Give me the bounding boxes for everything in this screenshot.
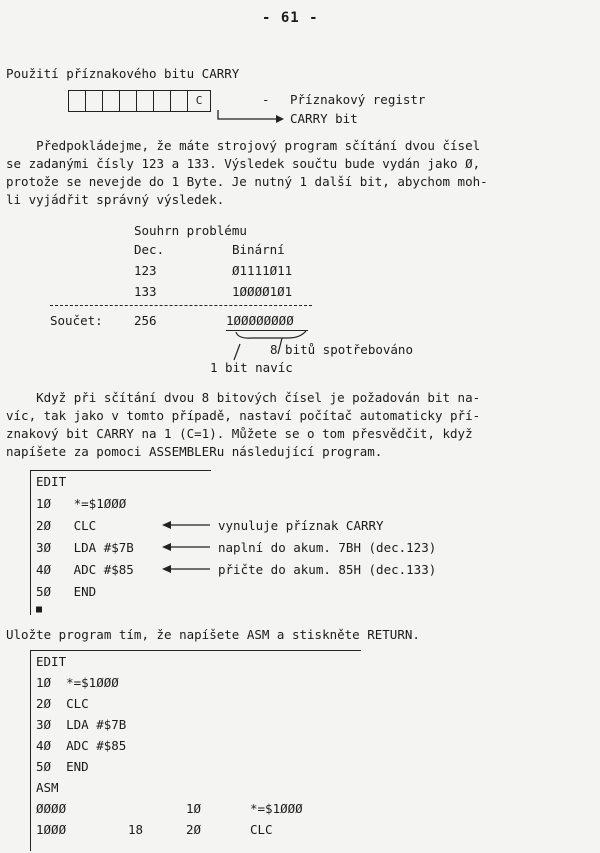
register-cell	[86, 91, 103, 111]
sum-divider	[50, 305, 312, 306]
cursor-block: ■	[36, 604, 43, 615]
register-dash: -	[262, 92, 270, 107]
register-cell	[154, 91, 171, 111]
code-comment: přičte do akum. 85H (dec.133)	[218, 562, 437, 577]
page-number: - 61 -	[262, 10, 319, 26]
code-line: ASM	[36, 780, 59, 795]
listing-source: *=$1ØØØ	[250, 801, 303, 816]
code-line: 5Ø END	[36, 759, 89, 774]
listing-source: CLC	[250, 822, 273, 837]
code-line: 1Ø *=$1ØØØ	[36, 496, 127, 511]
register-cell-carry: C	[195, 94, 203, 107]
left-arrow-icon	[162, 541, 212, 553]
paragraph-line: Když při sčítání dvou 8 bitových čísel je požadován bit na-	[6, 390, 481, 405]
code-line: 3Ø LDA #$7B	[36, 540, 134, 555]
listing-address: 1ØØØ	[36, 822, 67, 837]
listing-line-number: 1Ø	[186, 801, 202, 816]
register-cell	[69, 91, 86, 111]
flag-register-diagram	[68, 90, 211, 112]
code-line: 2Ø CLC	[36, 518, 97, 533]
left-arrow-icon	[162, 563, 212, 575]
sum-dec-value: 256	[134, 313, 157, 328]
summary-title: Souhrn problému	[134, 223, 247, 238]
sum-label: Součet:	[50, 313, 103, 328]
code-line: EDIT	[36, 474, 67, 489]
register-cell	[171, 91, 188, 111]
listing-line-number: 2Ø	[186, 822, 202, 837]
dec-value: 123	[134, 263, 157, 278]
paragraph-line: napíšete za pomoci ASSEMBLERu následující program.	[6, 444, 383, 459]
col-bin-header: Binární	[232, 242, 285, 257]
col-dec-header: Dec.	[134, 242, 165, 257]
paragraph-line: se zadanými čísly 123 a 133. Výsledek součtu bude vydán jako Ø,	[6, 156, 481, 171]
note-8-bits: 8 bitů spotřebováno	[270, 342, 413, 357]
code-line: 3Ø LDA #$7B	[36, 717, 127, 732]
sum-bin-value: 1ØØØØØØØØ	[226, 313, 294, 328]
code-comment: vynuluje příznak CARRY	[218, 518, 384, 533]
section-heading: Použití příznakového bitu CARRY	[6, 66, 240, 81]
register-label: Příznakový registr	[290, 92, 426, 107]
code-line: 4Ø ADC #$85	[36, 562, 134, 577]
instruction-text: Uložte program tím, že napíšete ASM a stiskněte RETURN.	[6, 627, 420, 642]
bin-value: 1ØØØØ1Ø1	[232, 284, 293, 299]
register-cell	[103, 91, 120, 111]
carry-bit-label: CARRY bit	[290, 111, 358, 126]
carry-arrow-icon	[210, 110, 290, 126]
note-1-bit: 1 bit navíc	[210, 360, 293, 375]
dec-value: 133	[134, 284, 157, 299]
code-line: 2Ø CLC	[36, 696, 89, 711]
code-line: 4Ø ADC #$85	[36, 738, 127, 753]
code-line: 1Ø *=$1ØØØ	[36, 675, 119, 690]
paragraph-line: li vyjádřit správný výsledek.	[6, 192, 225, 207]
paragraph-line: znakový bit CARRY na 1 (C=1). Můžete se o tom přesvědčit, když	[6, 426, 473, 441]
paragraph-line: Předpokládejme, že máte strojový program sčítání dvou čísel	[6, 138, 481, 153]
register-cell	[120, 91, 137, 111]
code-comment: naplní do akum. 7BH (dec.123)	[218, 540, 437, 555]
register-cell	[137, 91, 154, 111]
bin-value: Ø1111Ø11	[232, 263, 293, 278]
listing-address: ØØØØ	[36, 801, 67, 816]
code-line: 5Ø END	[36, 584, 97, 599]
paragraph-line: protože se nevejde do 1 Byte. Je nutný 1 další bit, abychom moh-	[6, 174, 488, 189]
left-arrow-icon	[162, 519, 212, 531]
paragraph-line: víc, tak jako v tomto případě, nastaví počítač automaticky pří-	[6, 408, 481, 423]
listing-byte: 18	[128, 822, 144, 837]
code-line: EDIT	[36, 654, 67, 669]
